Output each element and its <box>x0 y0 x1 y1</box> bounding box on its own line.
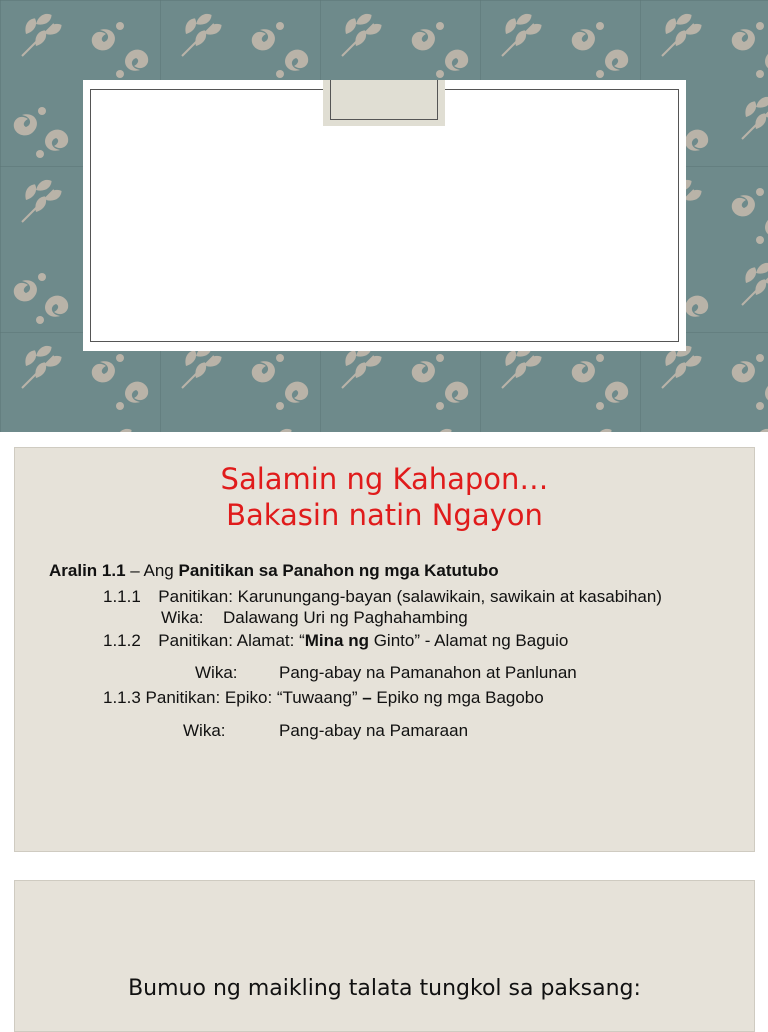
aralin-dash: – Ang <box>125 561 179 580</box>
item-number: 1.1.2 <box>103 631 141 650</box>
item-literature-b: Mina ng <box>304 631 369 650</box>
aralin-topic: Panitikan sa Panahon ng mga Katutubo <box>178 561 499 580</box>
wika-value: Pang-abay na Pamanahon at Panlunan <box>279 663 577 682</box>
wika-label: Wika: <box>195 663 238 682</box>
item-1-1-1 <box>103 586 662 607</box>
wika-value: Dalawang Uri ng Paghahambing <box>223 608 468 627</box>
wika-value: Pang-abay na Pamaraan <box>279 721 469 740</box>
item-literature-b: Epiko ng mga Bagobo <box>371 688 544 707</box>
item-literature-a: 1.1.3 Panitikan: Epiko: “Tuwaang” <box>103 688 363 707</box>
item-1-1-2-wika <box>195 662 577 683</box>
item-number: 1.1.1 <box>103 587 141 606</box>
item-dash: – <box>362 688 372 707</box>
item-literature-c: Ginto” - Alamat ng Baguio <box>368 631 569 650</box>
aralin-label: Aralin 1.1 <box>49 561 126 580</box>
wika-label: Wika: <box>183 721 226 740</box>
heading-line-1: Salamin ng Kahapon… <box>220 462 549 496</box>
title-tab-decoration <box>323 80 445 126</box>
title-slide <box>0 0 768 432</box>
item-literature: Panitikan: Karunungang-bayan (salawikain, sawikain at kasabihan) <box>158 587 662 606</box>
lesson-slide <box>14 447 755 852</box>
title-tab-frame <box>330 80 438 120</box>
writing-prompt: Bumuo ng maikling talata tungkol sa paksang: <box>128 976 641 1001</box>
item-1-1-3-wika <box>183 720 468 741</box>
wika-label: Wika: <box>161 608 204 627</box>
item-1-1-1-wika <box>161 607 468 628</box>
item-1-1-3 <box>103 687 544 708</box>
title-placeholder-frame <box>90 89 679 342</box>
slide-heading <box>15 461 754 533</box>
item-1-1-2 <box>103 630 568 651</box>
heading-line-2: Bakasin natin Ngayon <box>226 498 543 532</box>
prompt-slide <box>14 880 755 1032</box>
aralin-row <box>49 560 499 581</box>
item-literature-a: Panitikan: Alamat: “ <box>158 631 305 650</box>
